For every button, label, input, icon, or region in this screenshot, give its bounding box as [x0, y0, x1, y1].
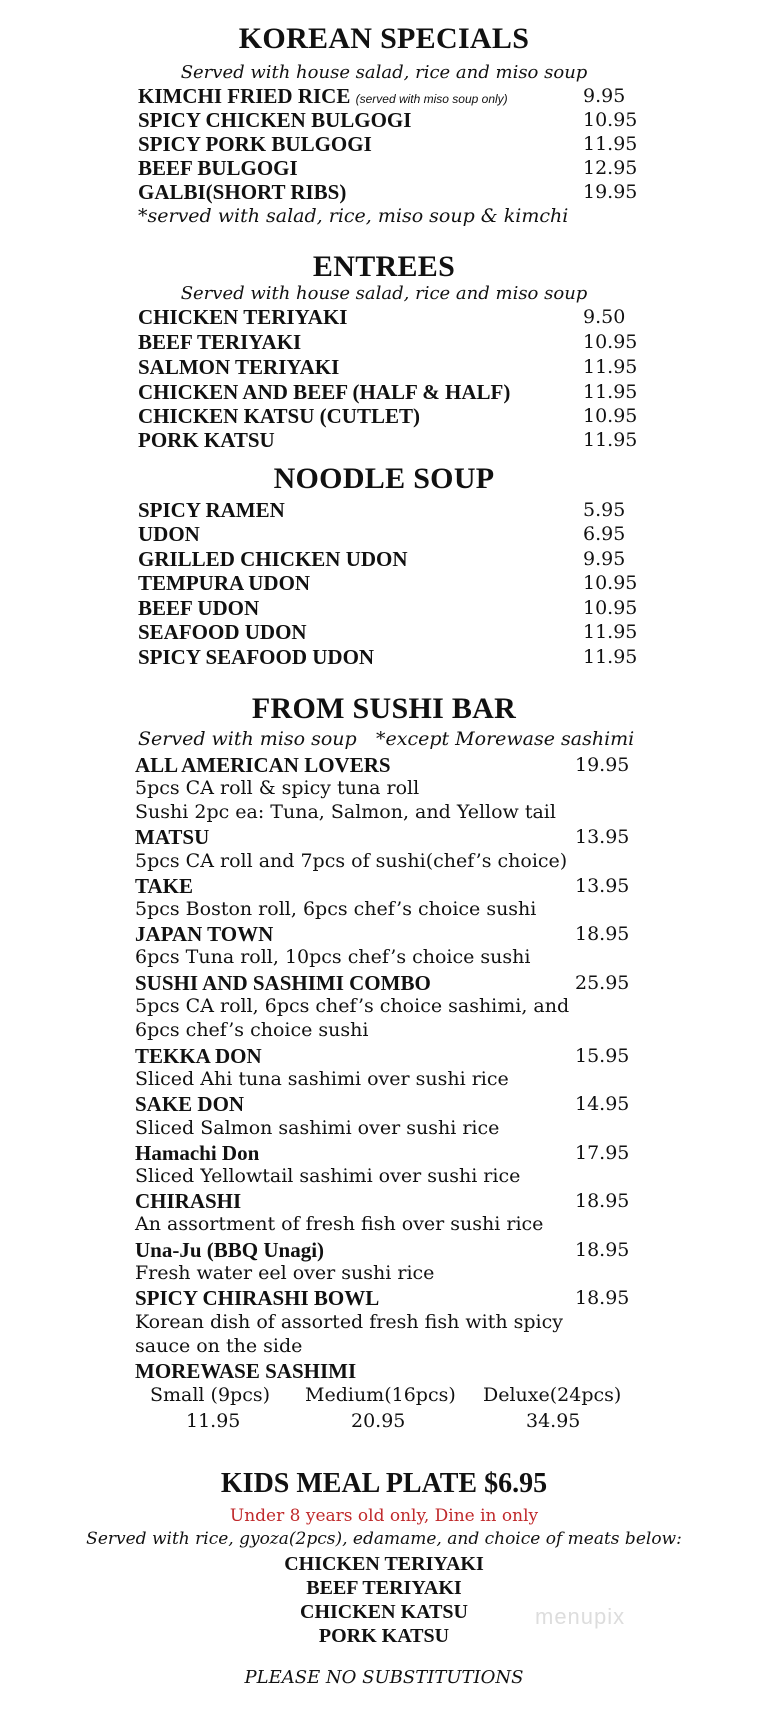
item-name: CHICKEN TERIYAKI — [138, 305, 348, 329]
item-desc: 6pcs Tuna roll, 10pcs chef’s choice sushi — [135, 946, 531, 968]
menu-item — [138, 404, 638, 429]
menu-item — [135, 874, 630, 899]
item-name: CHICKEN AND BEEF (HALF & HALF) — [138, 380, 511, 404]
item-price: 18.95 — [575, 1190, 630, 1212]
item-price: 14.95 — [575, 1093, 630, 1115]
menu-item — [138, 156, 638, 181]
kids-served-with: Served with rice, gyoza(2pcs), edamame, and choice of meats below: — [86, 1529, 682, 1549]
item-name: SEAFOOD UDON — [138, 620, 307, 644]
menu-item — [135, 1359, 630, 1384]
menu-item — [135, 922, 630, 947]
item-price: 10.95 — [583, 572, 638, 594]
menu-item — [135, 1286, 630, 1311]
item-name: TEMPURA UDON — [138, 571, 311, 595]
menu-item — [138, 620, 638, 645]
item-price: 5.95 — [583, 499, 626, 521]
item-name: BEEF BULGOGI — [138, 156, 298, 180]
menu-item — [135, 1044, 630, 1069]
sushi-bar-title: FROM SUSHI BAR — [251, 692, 517, 725]
item-price: 12.95 — [583, 157, 638, 179]
kids-choice-item: BEEF TERIYAKI — [306, 1577, 462, 1599]
item-name: SPICY CHIRASHI BOWL — [135, 1286, 380, 1310]
item-desc: Sliced Yellowtail sashimi over sushi rice — [135, 1165, 521, 1187]
morewase-prices — [150, 1410, 620, 1434]
menu-item — [135, 753, 630, 778]
item-price: 25.95 — [575, 972, 630, 994]
size-price: 34.95 — [526, 1410, 581, 1432]
item-price: 10.95 — [583, 405, 638, 427]
item-price: 9.95 — [583, 85, 626, 107]
size-label: Small (9pcs) — [150, 1384, 271, 1406]
item-price: 10.95 — [583, 331, 638, 353]
menu-item — [138, 428, 638, 453]
menu-item — [138, 108, 638, 133]
item-name: MATSU — [135, 825, 210, 849]
entrees-title: ENTREES — [312, 250, 456, 283]
menu-item — [135, 1238, 630, 1263]
item-name: JAPAN TOWN — [135, 922, 274, 946]
menu-item — [138, 547, 633, 572]
item-price: 19.95 — [575, 754, 630, 776]
size-price: 20.95 — [351, 1410, 406, 1432]
korean-footnote: *served with salad, rice, miso soup & kimchi — [138, 205, 569, 227]
sushi-subtitle-right: *except Morewase sashimi — [376, 728, 635, 750]
menu-item — [135, 1189, 630, 1214]
item-name: MOREWASE SASHIMI — [135, 1359, 357, 1383]
no-substitutions-notice: PLEASE NO SUBSTITUTIONS — [244, 1667, 524, 1688]
item-desc: Fresh water eel over sushi rice — [135, 1262, 435, 1284]
item-price: 18.95 — [575, 1287, 630, 1309]
item-desc: An assortment of fresh fish over sushi rice — [135, 1213, 544, 1235]
item-name: BEEF TERIYAKI — [138, 330, 302, 354]
menu-item — [138, 645, 638, 670]
item-price: 11.95 — [583, 646, 638, 668]
korean-specials-title: KOREAN SPECIALS — [238, 22, 530, 55]
kids-restriction: Under 8 years old only, Dine in only — [229, 1506, 539, 1526]
sushi-subtitle-left: Served with miso soup — [138, 728, 357, 750]
item-name: Una-Ju (BBQ Unagi) — [135, 1238, 325, 1262]
menu-item — [135, 971, 630, 996]
kids-choice-item: PORK KATSU — [318, 1625, 450, 1647]
item-price: 13.95 — [575, 826, 630, 848]
size-price: 11.95 — [186, 1410, 241, 1432]
menu-item — [138, 522, 633, 547]
menu-item — [138, 330, 638, 355]
size-label: Medium(16pcs) — [305, 1384, 456, 1406]
menu-item — [138, 180, 638, 205]
item-name: SPICY SEAFOOD UDON — [138, 645, 375, 669]
item-name: UDON — [138, 522, 200, 546]
item-note: (served with miso soup only) — [355, 92, 508, 106]
item-price: 17.95 — [575, 1142, 630, 1164]
item-price: 11.95 — [583, 381, 638, 403]
item-name: SPICY RAMEN — [138, 498, 285, 522]
menu-item — [135, 1141, 630, 1166]
item-desc: 5pcs Boston roll, 6pcs chef’s choice sushi — [135, 898, 537, 920]
menu-item — [138, 380, 638, 405]
item-name: KIMCHI FRIED RICE — [138, 84, 351, 108]
menu-item — [138, 305, 633, 330]
item-price: 10.95 — [583, 597, 638, 619]
item-name: CHICKEN KATSU (CUTLET) — [138, 404, 420, 428]
item-desc: Sliced Salmon sashimi over sushi rice — [135, 1117, 500, 1139]
item-name: GALBI(SHORT RIBS) — [138, 180, 347, 204]
item-name: SPICY PORK BULGOGI — [138, 132, 372, 156]
item-desc: Sushi 2pc ea: Tuna, Salmon, and Yellow tail — [135, 801, 556, 823]
item-name: TEKKA DON — [135, 1044, 262, 1068]
noodle-soup-title: NOODLE SOUP — [273, 462, 495, 495]
item-price: 9.95 — [583, 548, 626, 570]
item-name: GRILLED CHICKEN UDON — [138, 547, 408, 571]
item-price: 11.95 — [583, 133, 638, 155]
entrees-subtitle: Served with house salad, rice and miso soup — [180, 283, 588, 304]
korean-specials-subtitle: Served with house salad, rice and miso soup — [180, 62, 588, 83]
menu-item — [135, 825, 630, 850]
item-desc: 5pcs CA roll, 6pcs chef’s choice sashimi, and — [135, 995, 570, 1017]
item-price: 19.95 — [583, 181, 638, 203]
morewase-sizes — [150, 1384, 620, 1408]
item-name: TAKE — [135, 874, 193, 898]
item-name: SUSHI AND SASHIMI COMBO — [135, 971, 431, 995]
menu-item — [138, 596, 638, 621]
item-desc: sauce on the side — [135, 1335, 303, 1357]
item-name: SPICY CHICKEN BULGOGI — [138, 108, 412, 132]
item-name: CHIRASHI — [135, 1189, 242, 1213]
item-name: SAKE DON — [135, 1092, 245, 1116]
item-desc: 6pcs chef’s choice sushi — [135, 1019, 369, 1041]
item-price: 9.50 — [583, 306, 626, 328]
menu-item — [138, 355, 638, 380]
item-name: SALMON TERIYAKI — [138, 355, 340, 379]
menu-item — [135, 1092, 630, 1117]
item-desc: Korean dish of assorted fresh fish with spicy — [135, 1311, 563, 1333]
menu-item — [138, 498, 633, 523]
item-name: BEEF UDON — [138, 596, 260, 620]
size-label: Deluxe(24pcs) — [483, 1384, 622, 1406]
menu-item — [138, 84, 633, 109]
kids-choice-item: CHICKEN KATSU — [300, 1601, 468, 1623]
menu-item — [138, 132, 638, 157]
item-price: 18.95 — [575, 1239, 630, 1261]
item-price: 6.95 — [583, 523, 626, 545]
item-desc: Sliced Ahi tuna sashimi over sushi rice — [135, 1068, 509, 1090]
item-price: 15.95 — [575, 1045, 630, 1067]
item-name: ALL AMERICAN LOVERS — [135, 753, 391, 777]
item-price: 11.95 — [583, 429, 638, 451]
item-name: PORK KATSU — [138, 428, 275, 452]
item-price: 18.95 — [575, 923, 630, 945]
item-name: Hamachi Don — [135, 1141, 260, 1165]
kids-meal-title: KIDS MEAL PLATE $6.95 — [220, 1468, 548, 1499]
item-desc: 5pcs CA roll & spicy tuna roll — [135, 777, 420, 799]
item-price: 11.95 — [583, 356, 638, 378]
menupix-watermark: menupix — [535, 1604, 626, 1629]
kids-choice-item: CHICKEN TERIYAKI — [284, 1553, 484, 1575]
item-price: 13.95 — [575, 875, 630, 897]
item-price: 10.95 — [583, 109, 638, 131]
item-desc: 5pcs CA roll and 7pcs of sushi(chef’s choice) — [135, 850, 568, 872]
menu-item — [138, 571, 638, 596]
item-price: 11.95 — [583, 621, 638, 643]
